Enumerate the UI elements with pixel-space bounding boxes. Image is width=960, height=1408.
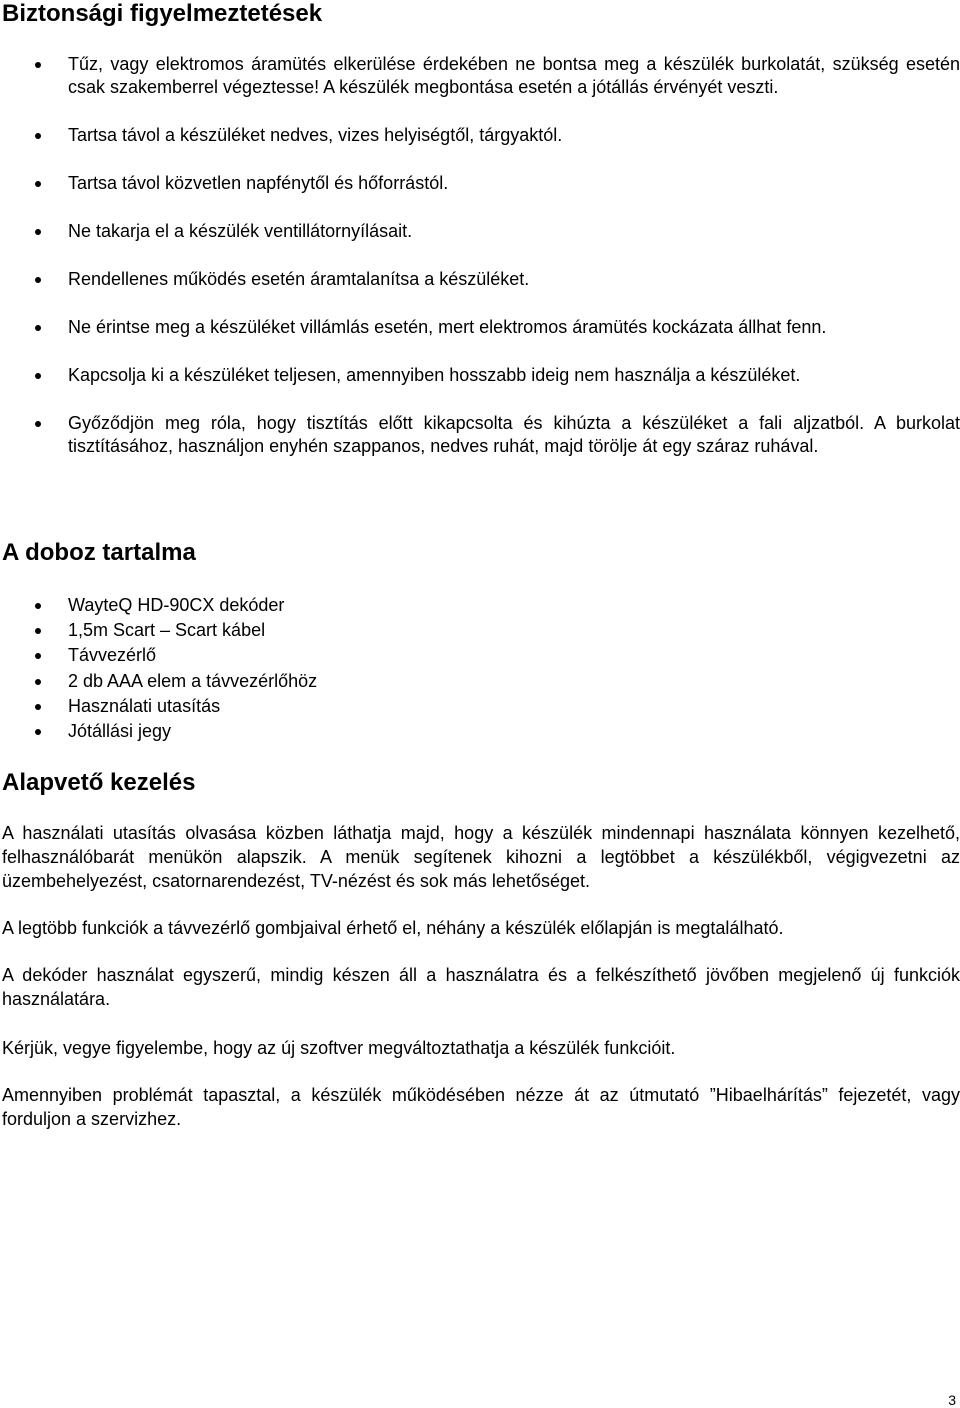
box-contents-heading: A doboz tartalma xyxy=(2,539,196,566)
list-item: Tartsa távol a készüléket nedves, vizes helyiségtől, tárgyaktól. xyxy=(0,124,960,147)
list-item: Tartsa távol közvetlen napfénytől és hőforrástól. xyxy=(0,172,960,195)
bullet-icon xyxy=(35,325,41,331)
list-item: Használati utasítás xyxy=(0,695,960,718)
basics-paragraph: A dekóder használat egyszerű, mindig készen áll a használatra és a felkészíthető jövőben megjelenő új funkciók használatára. xyxy=(2,965,960,1009)
list-item: Tűz, vagy elektromos áramütés elkerülése érdekében ne bontsa meg a készülék burkolatát, szükség esetén csak szakemberrel végeztesse! A készülék megbontása esetén a jótállás érvényét veszti. xyxy=(0,53,960,99)
bullet-icon xyxy=(35,603,41,609)
bullet-icon xyxy=(35,373,41,379)
bullet-icon xyxy=(35,628,41,634)
basics-paragraph: A használati utasítás olvasása közben láthatja majd, hogy a készülék mindennapi használata könnyen kezelhető, felhasználóbarát menükön alapszik. A menük segítenek kihozni a legtöbbet a készülékből, végigvezetni az üzembehelyezést, csatornarendezést, TV-nézést és sok más lehetőséget. xyxy=(2,823,960,891)
bullet-icon xyxy=(35,229,41,235)
list-item: Jótállási jegy xyxy=(0,720,960,743)
basic-operation-heading: Alapvető kezelés xyxy=(2,769,196,796)
list-item: 2 db AAA elem a távvezérlőhöz xyxy=(0,670,960,693)
list-item: Győződjön meg róla, hogy tisztítás előtt kikapcsolta és kihúzta a készüléket a fali aljzatból. A burkolat tisztításához, használjon enyhén szappanos, nedves ruhát, majd törölje át egy száraz ruhával. xyxy=(0,412,960,458)
bullet-icon xyxy=(35,62,41,68)
basics-paragraph: Kérjük, vegye figyelembe, hogy az új szoftver megváltoztathatja a készülék funkcióit. xyxy=(2,1038,676,1058)
bullet-icon xyxy=(35,704,41,710)
bullet-icon xyxy=(35,181,41,187)
basics-paragraph: A legtöbb funkciók a távvezérlő gombjaival érhető el, néhány a készülék előlapján is megtalálható. xyxy=(2,918,784,938)
bullet-icon xyxy=(35,679,41,685)
bullet-icon xyxy=(35,133,41,139)
list-item: Ne érintse meg a készüléket villámlás esetén, mert elektromos áramütés kockázata állhat fenn. xyxy=(0,316,960,339)
list-item: WayteQ HD-90CX dekóder xyxy=(0,594,960,617)
box-contents-list xyxy=(0,594,960,745)
bullet-icon xyxy=(35,277,41,283)
list-item: 1,5m Scart – Scart kábel xyxy=(0,619,960,642)
page-number: 3 xyxy=(948,1392,956,1408)
basics-paragraph: Amennyiben problémát tapasztal, a készülék működésében nézze át az útmutató ”Hibaelhárítás” fejezetét, vagy forduljon a szervizhez. xyxy=(2,1085,960,1129)
list-item: Kapcsolja ki a készüléket teljesen, amennyiben hosszabb ideig nem használja a készüléket. xyxy=(0,364,960,387)
list-item: Távvezérlő xyxy=(0,644,960,667)
bullet-icon xyxy=(35,653,41,659)
safety-heading: Biztonsági figyelmeztetések xyxy=(2,0,323,27)
list-item: Ne takarja el a készülék ventillátornyílásait. xyxy=(0,220,960,243)
bullet-icon xyxy=(35,421,41,427)
bullet-icon xyxy=(35,729,41,735)
list-item: Rendellenes működés esetén áramtalanítsa a készüléket. xyxy=(0,268,960,291)
safety-list xyxy=(0,53,960,483)
